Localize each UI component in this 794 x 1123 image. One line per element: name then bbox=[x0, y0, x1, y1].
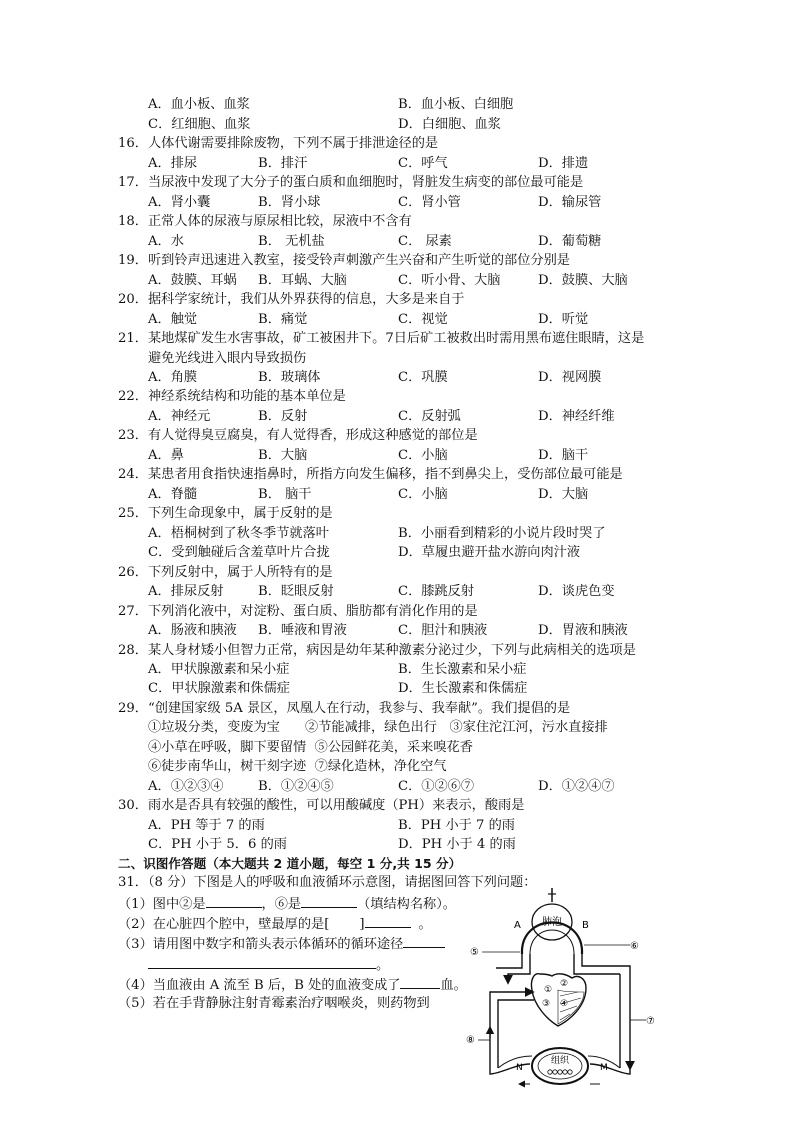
label-5: ⑤ bbox=[470, 947, 479, 958]
option-a: A．PH 等于 7 的雨 bbox=[148, 818, 265, 833]
q31-part1 bbox=[118, 893, 456, 914]
q31-part3-a: （3）请用图中数字和箭头表示体循环的循环途径 bbox=[118, 937, 404, 952]
heart-shape bbox=[531, 974, 586, 1026]
option-a: A．神经元 bbox=[148, 409, 211, 424]
answer-blank[interactable] bbox=[206, 893, 262, 908]
question-18: 18．正常人体的尿液与原尿相比较，尿液中不含有 bbox=[118, 214, 412, 229]
label-7: ⑦ bbox=[646, 1016, 655, 1027]
heart-label-4: ④ bbox=[560, 999, 569, 1009]
q31-part1-b: ，⑥是 bbox=[261, 897, 302, 912]
label-b: B bbox=[582, 920, 589, 931]
option-c: C．①②⑥⑦ bbox=[398, 779, 475, 794]
option-d: D．谈虎色变 bbox=[538, 584, 615, 599]
question-22: 22．神经系统结构和功能的基本单位是 bbox=[118, 389, 346, 404]
option-d: D．葡萄糖 bbox=[538, 234, 602, 249]
option-a: A．排尿反射 bbox=[148, 584, 224, 599]
option-a: A．鼓膜、耳蜗 bbox=[148, 273, 237, 288]
option-b: B．唾液和胃液 bbox=[258, 623, 347, 638]
answer-blank[interactable] bbox=[403, 933, 445, 948]
question-19: 19．听到铃声迅速进入教室，接受铃声刺激产生兴奋和产生听觉的部位分别是 bbox=[118, 253, 570, 268]
aorta-path bbox=[582, 954, 630, 1068]
q31-part4-b: 血。 bbox=[440, 978, 467, 993]
option-a: A．甲状腺激素和呆小症 bbox=[148, 662, 290, 677]
option-c: C．小脑 bbox=[398, 448, 448, 463]
option-a: A．水 bbox=[148, 234, 184, 249]
q31-part1-c: （填结构名称）。 bbox=[357, 897, 456, 912]
option-d: D．白细胞、血浆 bbox=[398, 117, 501, 132]
q31-part1-a: （1）图中②是 bbox=[118, 897, 206, 912]
question-25: 25．下列生命现象中，属于反射的是 bbox=[118, 506, 333, 521]
q31-part4-a: （4）当血液由 A 流至 B 后，B 处的血液变成了 bbox=[118, 978, 401, 993]
question-21: 21．某地煤矿发生水害事故，矿工被困井下。7日后矿工被救出时需用黑布遮住眼睛，这是 bbox=[118, 331, 645, 346]
question-16: 16．人体代谢需要排除废物，下列不属于排泄途径的是 bbox=[118, 136, 439, 151]
tissue-label: 组织 bbox=[550, 1056, 570, 1066]
question-29: 29．“创建国家级 5A 景区，凤凰人在行动，我参与、我奉献”。我们提倡的是 bbox=[118, 701, 571, 716]
option-a: A．肠液和胰液 bbox=[148, 623, 237, 638]
option-d: D．大脑 bbox=[538, 487, 589, 502]
q31-part2-c: 。 bbox=[418, 917, 432, 932]
heart-label-2: ② bbox=[560, 979, 569, 989]
option-d: D．视网膜 bbox=[538, 370, 602, 385]
option-b: B．排汗 bbox=[258, 156, 308, 171]
option-a: A．肾小囊 bbox=[148, 195, 211, 210]
option-b: B．血小板、白细胞 bbox=[398, 97, 514, 112]
option-d: D．排遗 bbox=[538, 156, 589, 171]
option-b: B．大脑 bbox=[258, 448, 308, 463]
q31-part3-b: 。 bbox=[376, 958, 390, 973]
option-b: B． 无机盐 bbox=[258, 234, 325, 249]
question-26: 26．下列反射中，属于人所特有的是 bbox=[118, 565, 333, 580]
q31-part2 bbox=[118, 913, 432, 934]
option-a: A．①②③④ bbox=[148, 779, 224, 794]
option-d: D．PH 小于 4 的雨 bbox=[398, 837, 516, 852]
option-a: A．排尿 bbox=[148, 156, 198, 171]
heart-label-3: ③ bbox=[542, 999, 551, 1009]
option-d: D．神经纤维 bbox=[538, 409, 615, 424]
option-c: C．反射弧 bbox=[398, 409, 461, 424]
heart-label-1: ① bbox=[544, 985, 553, 995]
option-c: C．PH 小于 5．6 的雨 bbox=[148, 837, 287, 852]
answer-blank[interactable] bbox=[365, 913, 411, 928]
option-a: A．脊髓 bbox=[148, 487, 198, 502]
option-c: C．巩膜 bbox=[398, 370, 448, 385]
question-27: 27．下列消化液中，对淀粉、蛋白质、脂肪都有消化作用的是 bbox=[118, 604, 478, 619]
option-a: A．触觉 bbox=[148, 312, 198, 327]
answer-blank[interactable] bbox=[301, 893, 357, 908]
tissue-artery-path bbox=[590, 1064, 630, 1074]
question-20: 20．据科学家统计，我们从外界获得的信息，大多是来自于 bbox=[118, 292, 465, 307]
option-b: B．痛觉 bbox=[258, 312, 308, 327]
option-b: B．①②④⑤ bbox=[258, 779, 334, 794]
question-17: 17．当尿液中发现了大分子的蛋白质和血细胞时，肾脏发生病变的部位最可能是 bbox=[118, 175, 584, 190]
option-d: D．草履虫避开盐水游向肉汁液 bbox=[398, 545, 581, 560]
option-b: B．玻璃体 bbox=[258, 370, 321, 385]
q31-part5: （5）若在手背静脉注射青霉素治疗咽喉炎，则药物到 bbox=[118, 996, 430, 1011]
question-23: 23．有人觉得臭豆腐臭，有人觉得香，形成这种感觉的部位是 bbox=[118, 428, 478, 443]
vena-cava-inner-path bbox=[498, 1000, 534, 1068]
option-b: B．PH 小于 7 的雨 bbox=[398, 818, 515, 833]
option-c: C．红细胞、血浆 bbox=[148, 117, 251, 132]
section-heading: 二、识图作答题（本大题共 2 道小题，每空 1 分,共 15 分） bbox=[118, 856, 462, 871]
option-b: B．眨眼反射 bbox=[258, 584, 334, 599]
q31-part4 bbox=[118, 974, 467, 995]
question-31: 31．（8 分）下图是人的呼吸和血液循环示意图，请据图回答下列问题： bbox=[118, 875, 537, 890]
option-b: B．肾小球 bbox=[258, 195, 321, 210]
option-d: D．鼓膜、大脑 bbox=[538, 273, 628, 288]
question-28: 28．某人身材矮小但智力正常，病因是幼年某种激素分泌过少，下列与此病相关的选项是 bbox=[118, 643, 636, 658]
label-n: N bbox=[516, 1063, 523, 1073]
question-24: 24．某患者用食指快速指鼻时，所指方向发生偏移，指不到鼻尖上，受伤部位最可能是 bbox=[118, 467, 623, 482]
option-c: C．膝跳反射 bbox=[398, 584, 475, 599]
option-c: C．受到触碰后含羞草叶片合拢 bbox=[148, 545, 330, 560]
statement-line: ⑥徒步南华山，树干刻字迹 ⑦绿化造林，净化空气 bbox=[148, 759, 447, 774]
q31-part3-cont bbox=[148, 954, 389, 975]
circulation-diagram bbox=[460, 888, 670, 1096]
question-21-cont: 避免光线进入眼内导致损伤 bbox=[148, 351, 307, 366]
option-b: B．小丽看到精彩的小说片段时哭了 bbox=[398, 526, 606, 541]
option-a: A．鼻 bbox=[148, 448, 184, 463]
pulmonary-vein-path bbox=[574, 954, 620, 974]
q31-part2-b: ] bbox=[359, 917, 365, 932]
option-a: A．血小板、血浆 bbox=[148, 97, 250, 112]
q31-part2-a: （2）在心脏四个腔中，壁最厚的是[ bbox=[118, 917, 330, 932]
lung-label: 肺泡 bbox=[542, 917, 562, 928]
option-b: B．生长激素和呆小症 bbox=[398, 662, 527, 677]
option-d: D．输尿管 bbox=[538, 195, 602, 210]
option-c: C．肾小管 bbox=[398, 195, 461, 210]
q31-part3 bbox=[118, 933, 445, 954]
option-c: C．胆汁和胰液 bbox=[398, 623, 488, 638]
option-c: C．视觉 bbox=[398, 312, 448, 327]
option-b: B．耳蜗、大脑 bbox=[258, 273, 347, 288]
tissue-vein-path bbox=[490, 1064, 530, 1074]
option-a: A．角膜 bbox=[148, 370, 198, 385]
option-d: D．听觉 bbox=[538, 312, 589, 327]
label-m: M bbox=[600, 1063, 608, 1073]
question-30: 30．雨水是否具有较强的酸性，可以用酸碱度（PH）来表示，酸雨是 bbox=[118, 798, 525, 813]
option-a: A．梧桐树到了秋冬季节就落叶 bbox=[148, 526, 329, 541]
option-b: B．反射 bbox=[258, 409, 308, 424]
option-c: C． 尿素 bbox=[398, 234, 452, 249]
option-c: C．甲状腺激素和侏儒症 bbox=[148, 681, 290, 696]
option-c: C．听小骨、大脑 bbox=[398, 273, 501, 288]
label-a: A bbox=[514, 920, 521, 931]
pulmonary-artery-path bbox=[496, 954, 522, 968]
option-d: D．①②④⑦ bbox=[538, 779, 615, 794]
option-c: C．小脑 bbox=[398, 487, 448, 502]
statement-line: ④小草在呼吸，脚下要留情 ⑤公园鲜花美，采来嗅花香 bbox=[148, 740, 473, 755]
option-b: B． 脑干 bbox=[258, 487, 312, 502]
option-d: D．生长激素和侏儒症 bbox=[398, 681, 528, 696]
option-d: D．脑干 bbox=[538, 448, 589, 463]
statement-line: ①垃圾分类，变废为宝 ②节能减排，绿色出行 ③家住沱江河，污水直接排 bbox=[148, 720, 608, 735]
answer-blank[interactable] bbox=[148, 954, 376, 969]
label-8: ⑧ bbox=[466, 1035, 475, 1046]
option-c: C．呼气 bbox=[398, 156, 448, 171]
label-6: ⑥ bbox=[630, 941, 639, 952]
answer-blank[interactable] bbox=[400, 974, 440, 989]
option-d: D．胃液和胰液 bbox=[538, 623, 628, 638]
